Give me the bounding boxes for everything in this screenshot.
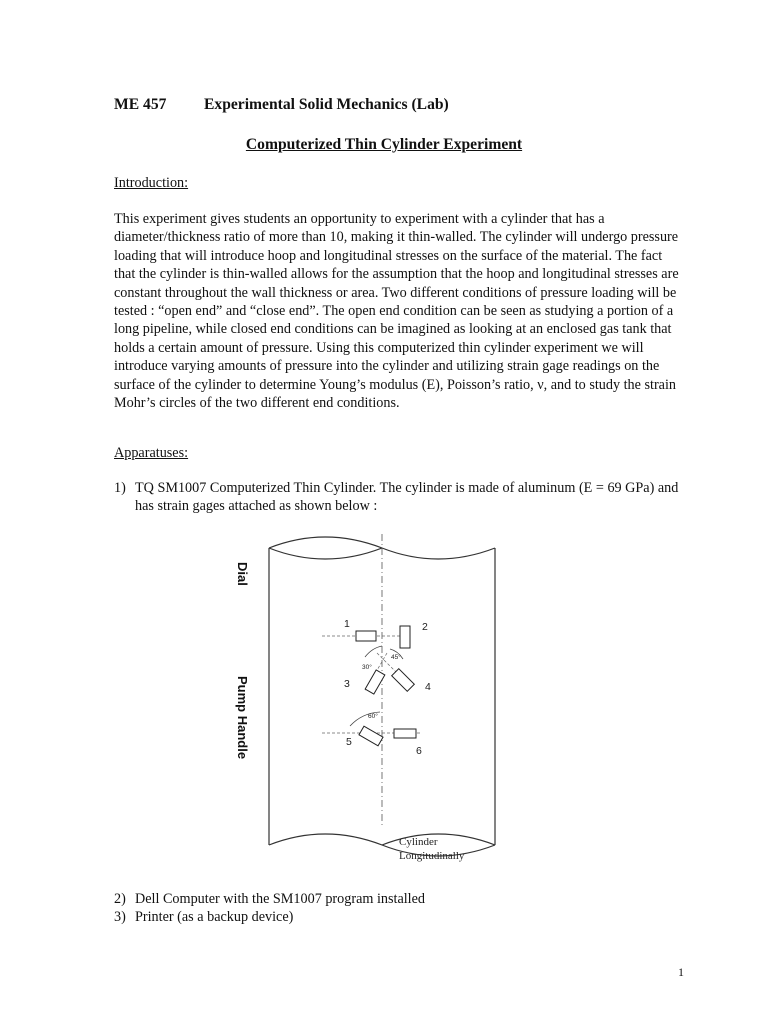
list-item-number: 3) [114,909,126,925]
experiment-title: Computerized Thin Cylinder Experiment [245,136,523,153]
strain-gauge-1 [356,631,376,641]
list-item-text: Printer (as a backup device) [135,909,294,925]
strain-gauge-6 [394,729,416,738]
strain-gauge-4 [392,669,415,692]
page-number: 1 [678,965,684,979]
gauge-label-2: 2 [422,621,428,633]
course-title: Experimental Solid Mechanics (Lab) [204,96,449,113]
diagram-caption-line2: Longitudinally [399,850,465,862]
introduction-heading: Introduction: [114,175,189,191]
list-item-number: 1) [114,480,126,496]
course-code: ME 457 [114,96,167,113]
strain-gauge-2 [400,626,410,648]
diagram-caption-line1: Cylinder [399,836,438,848]
list-item-text: TQ SM1007 Computerized Thin Cylinder. The cylinder is made of aluminum (E = 69 GPa) and has strain gages attached as shown below : [135,480,679,515]
angle-label-45: 45° [391,654,401,661]
strain-gauge-diagram [222,528,522,868]
gauge-label-4: 4 [425,681,431,693]
list-item-text: Dell Computer with the SM1007 program installed [135,891,426,907]
cylinder-outline [269,537,495,856]
strain-gauge-5 [359,726,383,746]
gauge-label-5: 5 [346,736,352,748]
apparatuses-heading: Apparatuses: [114,445,189,461]
list-item-number: 2) [114,891,126,907]
gauge-label-1: 1 [344,618,350,630]
gauge-label-3: 3 [344,678,350,690]
angle-label-60: 60° [368,713,378,720]
pump-handle-label: Pump Handle [235,676,250,760]
introduction-paragraph: This experiment gives students an opportunity to experiment with a cylinder that has a diameter/thickness ratio of more than 10, making it thin-walled. The cylinder will undergo pressure loading that will introduce hoop and longitudinal stresses on the surface of the material. The fact that the cylinder is thin-walled allows for the assumption that the hoop and longitudinal stresses are constant throughout the wall thickness or area. Two different conditions of pressure loading will be tested : “open end” and “close end”. The open end condition can be seen as studying a portion of a long pipeline, while closed end conditions can be imagined as looking at an enclosed gas tank that holds a certain amount of pressure. Using this computerized thin cylinder experiment we will introduce varying amounts of pressure into the cylinder and utilizing strain gage readings on the surface of the cylinder to determine Young’s modulus (E), Poisson’s ratio, ν, and to study the strain Mohr’s circles of the two different end conditions. [114,211,679,412]
gauge-label-6: 6 [416,745,422,757]
angle-label-30: 30° [362,664,372,671]
dial-label: Dial [235,562,250,586]
